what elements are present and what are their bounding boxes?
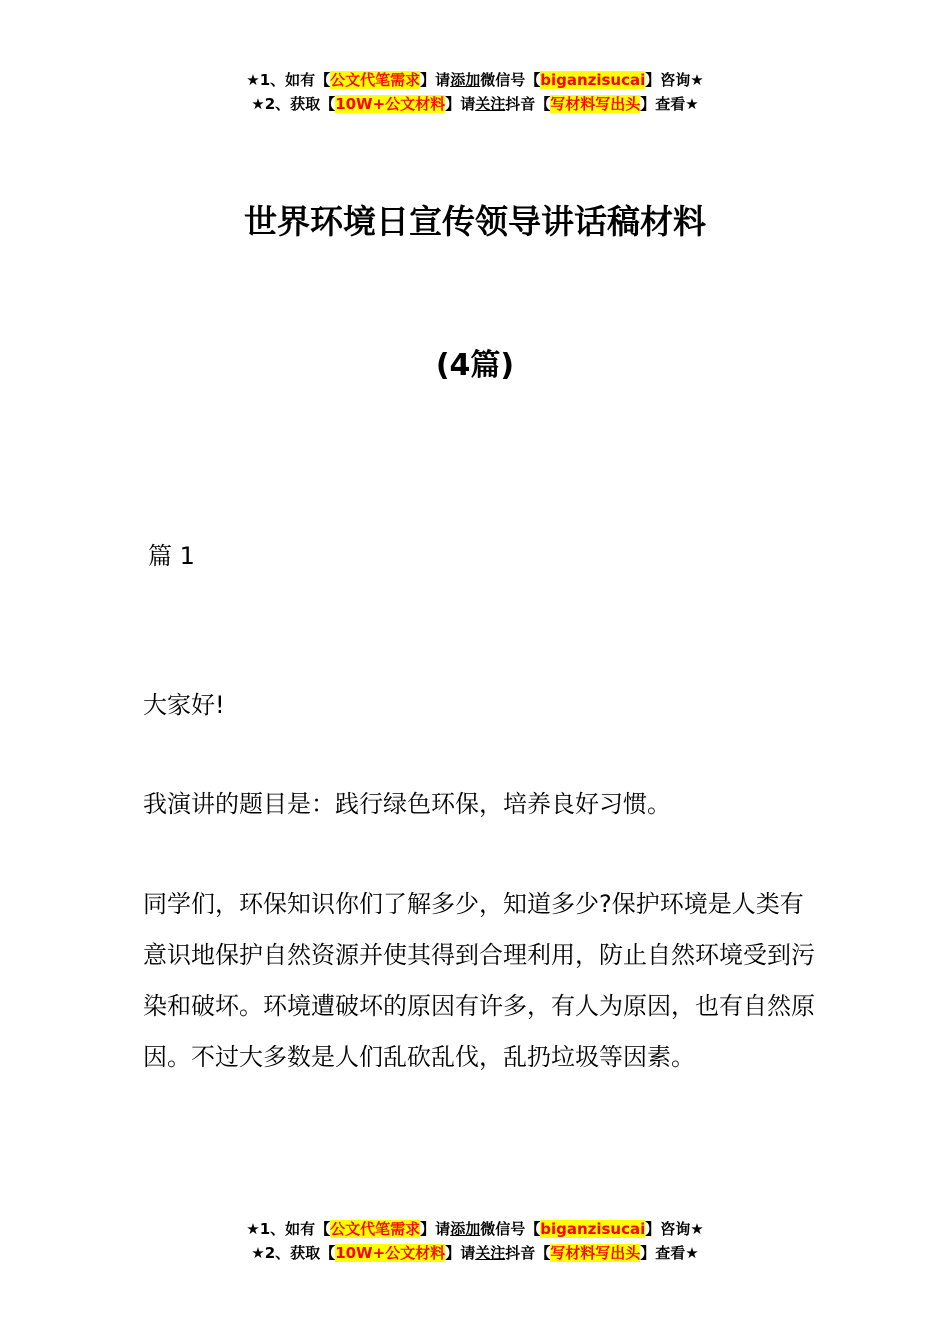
promo-underline: 关注 bbox=[475, 95, 506, 113]
paragraph-topic: 我演讲的题目是：践行绿色环保，培养良好习惯。 bbox=[143, 790, 671, 818]
promo-highlight: 公文代笔需求 bbox=[330, 71, 421, 89]
promo-highlight: 公文代笔需求 bbox=[330, 1220, 421, 1238]
promo-text: ★2、获取【 bbox=[251, 95, 336, 113]
promo-underline: 关注 bbox=[475, 1244, 506, 1262]
douyin-id-highlight: 写材料写出头 bbox=[550, 1244, 641, 1262]
promo-text: 微信号【 bbox=[480, 71, 541, 89]
promo-text: 抖音【 bbox=[505, 1244, 551, 1262]
douyin-id-highlight: 写材料写出头 bbox=[550, 95, 641, 113]
promo-line-1 bbox=[0, 1217, 950, 1241]
promo-text: 】请 bbox=[420, 71, 451, 89]
promo-text: 】查看★ bbox=[640, 1244, 699, 1262]
promo-text: ★1、如有【 bbox=[246, 71, 331, 89]
promo-text: 】咨询★ bbox=[645, 71, 704, 89]
footer-promo-banner bbox=[0, 1217, 950, 1265]
promo-text: 抖音【 bbox=[505, 95, 551, 113]
promo-line-2 bbox=[0, 92, 950, 116]
promo-text: 】查看★ bbox=[640, 95, 699, 113]
promo-text: 】请 bbox=[445, 95, 476, 113]
promo-highlight: 10W+公文材料 bbox=[335, 95, 446, 113]
paragraph-body: 同学们，环保知识你们了解多少，知道多少?保护环境是人类有意识地保护自然资源并使其得到合理利用，防止自然环境受到污染和破坏。环境遭破坏的原因有许多，有人为原因，也有自然原因。不过大多数是人们乱砍乱伐，乱扔垃圾等因素。 bbox=[143, 890, 815, 1071]
promo-text: ★1、如有【 bbox=[246, 1220, 331, 1238]
promo-underline: 添加 bbox=[450, 1220, 481, 1238]
header-promo-banner bbox=[0, 68, 950, 116]
wechat-id-highlight: biganzisucai bbox=[540, 71, 646, 89]
paragraph-greeting: 大家好! bbox=[143, 691, 225, 719]
promo-line-1 bbox=[0, 68, 950, 92]
promo-text: ★2、获取【 bbox=[251, 1244, 336, 1262]
promo-text: 】咨询★ bbox=[645, 1220, 704, 1238]
promo-text: 】请 bbox=[420, 1220, 451, 1238]
document-subtitle: (4篇) bbox=[435, 348, 515, 383]
promo-line-2 bbox=[0, 1241, 950, 1265]
promo-text: 】请 bbox=[445, 1244, 476, 1262]
promo-underline: 添加 bbox=[450, 71, 481, 89]
chapter-label: 篇 1 bbox=[148, 542, 195, 570]
wechat-id-highlight: biganzisucai bbox=[540, 1220, 646, 1238]
promo-highlight: 10W+公文材料 bbox=[335, 1244, 446, 1262]
promo-text: 微信号【 bbox=[480, 1220, 541, 1238]
document-title: 世界环境日宣传领导讲话稿材料 bbox=[244, 202, 706, 241]
